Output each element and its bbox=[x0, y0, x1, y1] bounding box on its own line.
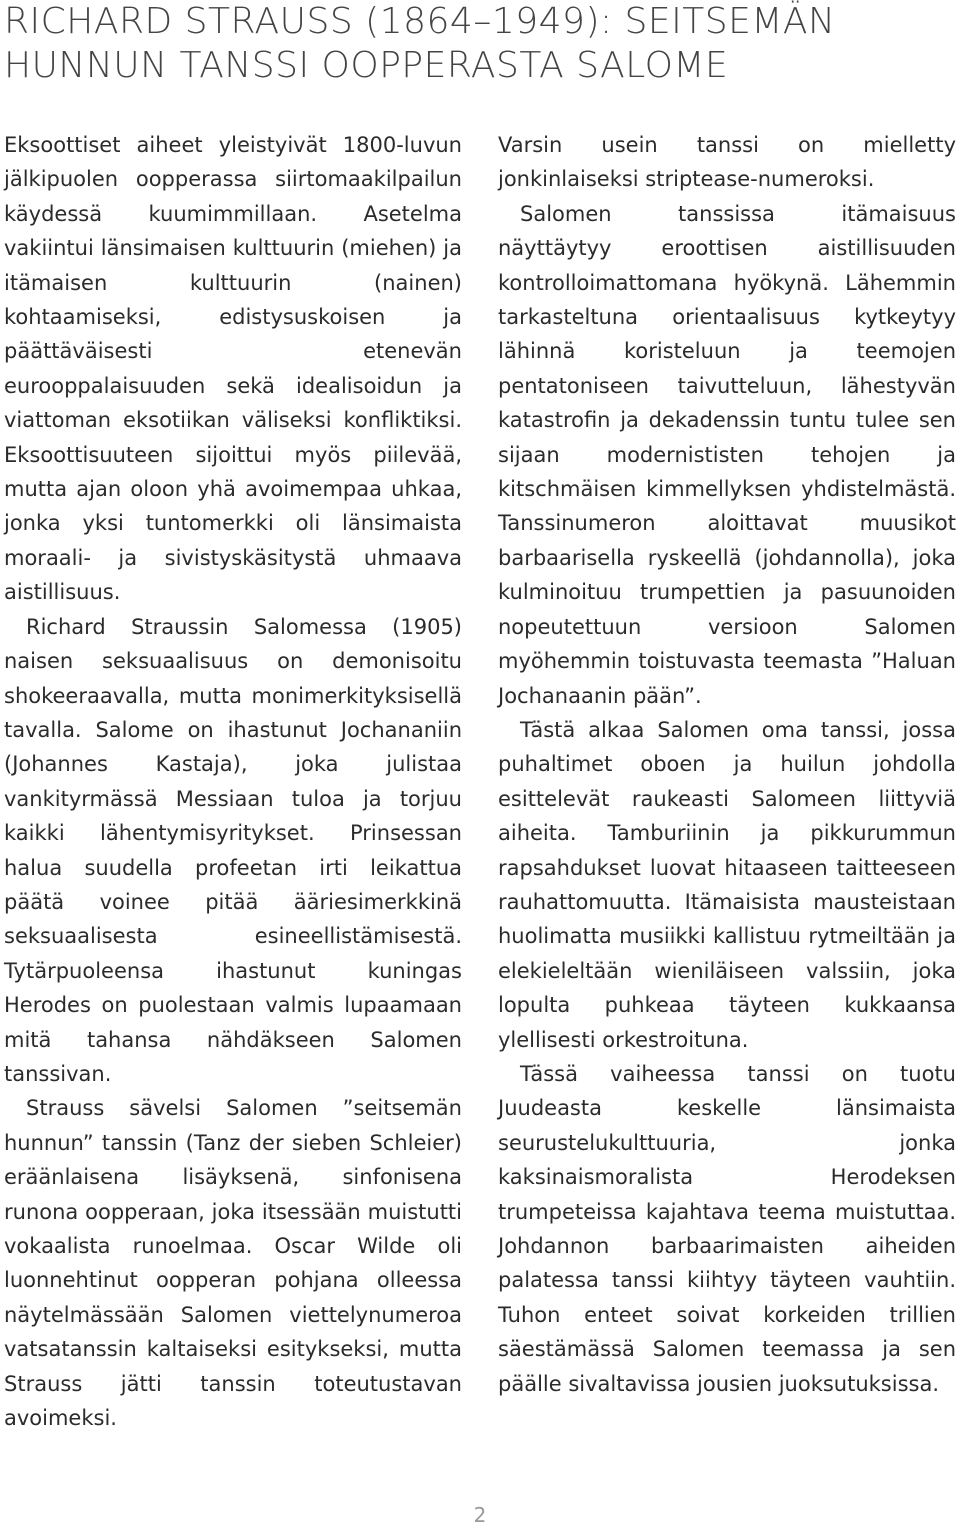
paragraph: Eksoottiset aiheet yleistyivät 1800-luvun jälkipuolen oopperassa siirtomaakilpailun käydessä kuumimmillaan. Asetelma vakiintui länsimaisen kulttuurin (miehen) ja itämaisen kulttuurin (nainen) kohtaamiseksi, edistysuskoisen ja päättäväisesti etenevän eurooppalaisuuden sekä idealisoidun ja viattoman eksotiikan väliseksi konfliktiksi. Eksoottisuuteen sijoittui myös piilevää, mutta ajan oloon yhä avoimempaa uhkaa, jonka yksi tuntomerkki oli länsimaista moraali- ja sivistyskäsitystä uhmaava aistillisuus. bbox=[4, 133, 462, 605]
paragraph: Tässä vaiheessa tanssi on tuotu Juudeasta keskelle länsimaista seurustelukulttuuria, jonka kaksinaismoralista Herodeksen trumpeteissa kajahtava teema muistuttaa. Johdannon barbaarimaisten aiheiden palatessa tanssi kiihtyy täyteen vauhtiin. Tuhon enteet soivat korkeiden trillien säestämässä Salomen teemassa ja sen päälle sivaltavissa jousien juoksutuksissa. bbox=[498, 1061, 956, 1396]
page-title: RICHARD STRAUSS (1864–1949): SEITSEMÄN HUNNUN TANSSI OOPPERASTA SALOME bbox=[4, 1, 836, 86]
paragraph: Tästä alkaa Salomen oma tanssi, jossa puhaltimet oboen ja huilun johdolla esittelevät raukeasti Salomeen liittyviä aiheita. Tamburiinin ja pikkurummun rapsahdukset luovat hitaaseen taitteeseen rauhattomuutta. Itämaisista mausteistaan huolimatta musiikki kallistuu rytmeiltään ja elekieleltään wieniläiseen valssiin, joka lopulta puhkeaa täyteen kukkaansa ylellisesti orkestroituna. bbox=[498, 717, 956, 1052]
right-column bbox=[498, 128, 956, 1401]
paragraph: Salomen tanssissa itämaisuus näyttäytyy eroottisen aistillisuuden kontrolloimattomana hyökynä. Lähemmin tarkasteltuna orientaalisuus kytkeytyy lähinnä koristeluun ja teemojen pentatoniseen taivutteluun, lähestyvän katastrofin ja dekadenssin tuntu tulee sen sijaan modernististen tehojen ja kitschmäisen kimmellyksen yhdistelmästä. Tanssinumeron aloittavat muusikot barbaarisella ryskeellä (johdannolla), joka kulminoituu trumpettien ja pasuunoiden nopeutettuun versioon Salomen myöhemmin toistuvasta teemasta ”Haluan Jochanaanin pään”. bbox=[498, 201, 956, 708]
paragraph: Strauss sävelsi Salomen ”seitsemän hunnun” tanssin (Tanz der sieben Schleier) eräänlaisena lisäyksenä, sinfonisena runona oopperaan, joka itsessään muistutti vokaalista runoelmaa. Oscar Wilde oli luonnehtinut oopperan pohjana olleessa näytelmässään Salomen viettelynumeroa vatsatanssin kaltaiseksi esitykseksi, mutta Strauss jätti tanssin toteutustavan avoimeksi. bbox=[4, 1096, 462, 1431]
left-column bbox=[4, 128, 462, 1435]
paragraph: Richard Straussin Salomessa (1905) naisen seksuaalisuus on demonisoitu shokeeraavalla, mutta monimerkityksisellä tavalla. Salome on ihastunut Jochananiin (Johannes Kastaja), joka julistaa vankityrmässä Messiaan tuloa ja torjuu kaikki lähentymisyritykset. Prinsessan halua suudella profeetan irti leikattua päätä voinee pitää ääriesimerkkinä seksuaalisesta esineellistämisestä. Tytärpuoleensa ihastunut kuningas Herodes on puolestaan valmis lupaamaan mitä tahansa nähdäkseen Salomen tanssivan. bbox=[4, 614, 462, 1086]
page-number: 2 bbox=[473, 1503, 487, 1527]
paragraph: Varsin usein tanssi on mielletty jonkinlaiseksi striptease-numeroksi. bbox=[498, 133, 956, 192]
